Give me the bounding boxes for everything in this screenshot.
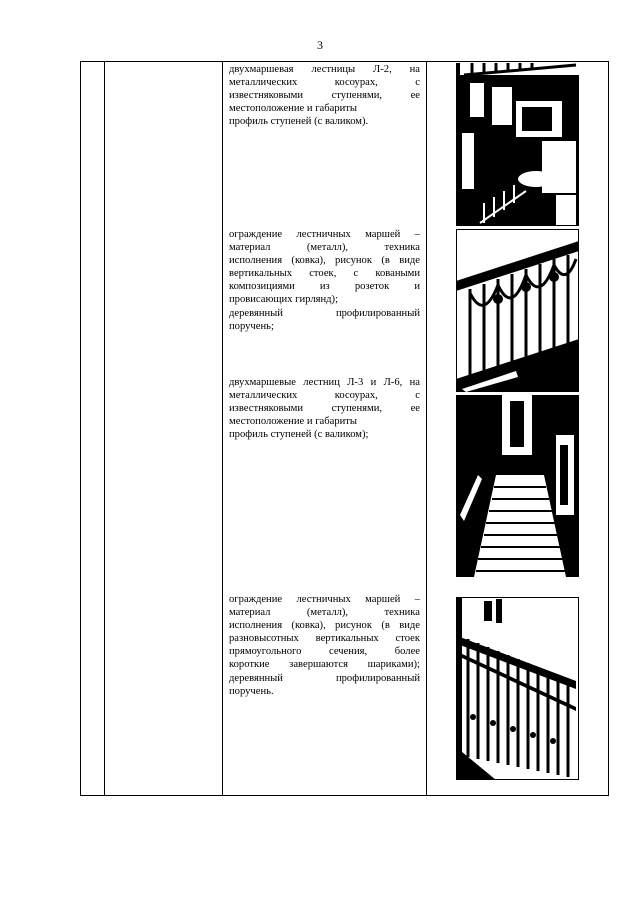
description-row-3 [229, 376, 420, 441]
text-line: металлических косоурах, с [229, 390, 420, 402]
text-line: разновысотных вертикальных стоек [229, 633, 420, 645]
description-row-4 [229, 593, 420, 698]
text-line: провисающих гирлянд); [229, 294, 339, 306]
railing-photo [456, 597, 579, 780]
text-line: короткие завершаются шариками); [229, 659, 420, 671]
column-divider-1 [104, 61, 105, 796]
text-line: местоположение и габариты [229, 416, 358, 428]
text-line: композициями из розеток и [229, 281, 420, 293]
text-line: двухмаршевая лестницы Л-2, на [229, 64, 420, 75]
text-line: профиль ступеней (с валиком); [229, 429, 369, 441]
text-line: прямоугольного сечения, более [229, 646, 420, 658]
page-number: 3 [317, 38, 323, 52]
text-line: деревянный профилированный [229, 307, 420, 319]
text-line: исполнения (ковка), рисунок (в виде [229, 255, 420, 267]
text-line: исполнения (ковка), рисунок (в виде [229, 620, 420, 632]
description-row-2 [229, 228, 420, 333]
text-line: известняковыми ступенями, ее [229, 90, 420, 102]
text-line: ограждение лестничных маршей – [229, 594, 420, 605]
column-divider-3 [426, 61, 427, 796]
description-row-1 [229, 63, 420, 128]
text-line: ограждение лестничных маршей – [229, 229, 420, 240]
text-line: металлических косоурах, с [229, 77, 420, 89]
text-line: вертикальных стоек, с коваными [229, 268, 420, 280]
text-line: двухмаршевые лестниц Л-3 и Л-6, на [229, 377, 420, 388]
text-line: деревянный профилированный [229, 672, 420, 684]
text-line: известняковыми ступенями, ее [229, 403, 420, 415]
text-line: поручень. [229, 685, 274, 697]
text-line: местоположение и габариты [229, 103, 358, 115]
text-line: профиль ступеней (с валиком). [229, 116, 369, 128]
staircase-photo [456, 395, 579, 577]
column-divider-2 [222, 61, 223, 796]
text-line: материал (металл), техника [229, 242, 420, 254]
text-line: материал (металл), техника [229, 607, 420, 619]
text-line: поручень; [229, 320, 274, 332]
railing-photo [456, 229, 579, 392]
staircase-photo [456, 63, 579, 226]
